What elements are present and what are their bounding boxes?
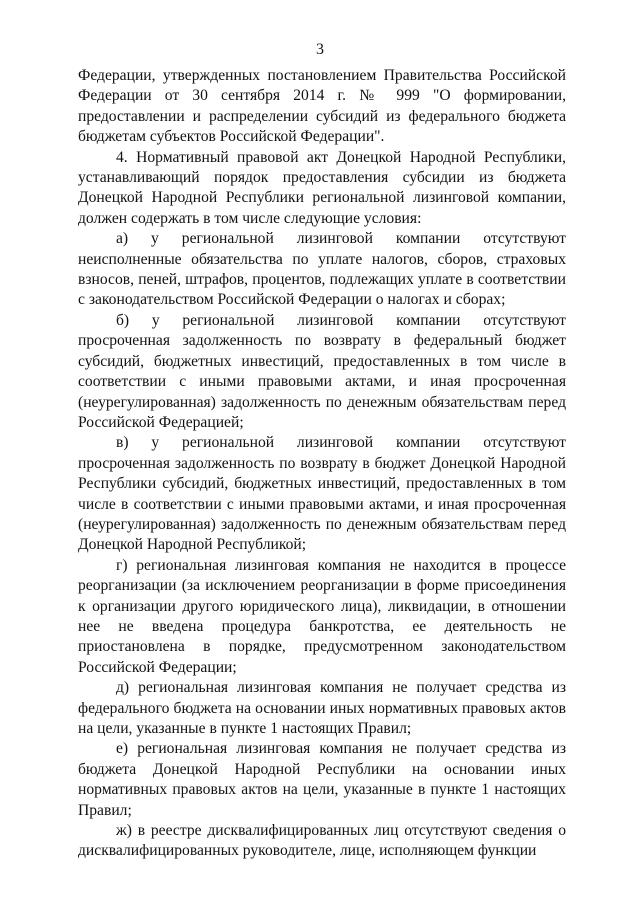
paragraph-subitem-d: д) региональная лизинговая компания не получает средства из федерального бюджета на основании иных нормативных правовых актов на цели, указанные в пункте 1 настоящих Правил; bbox=[78, 679, 566, 737]
paragraph-subitem-g: г) региональная лизинговая компания не находится в процессе реорганизации (за исключением реорганизации в форме присоединения к организации другого юридического лица), ликвидации, в отношении нее не введена процедура банкротства, ее деятельность не приостановлена в порядке, предусмотренном законодательством Российской Федерации; bbox=[78, 556, 566, 676]
paragraph-subitem-a: а) у региональной лизинговой компании отсутствуют неисполненные обязательства по уплате налогов, сборов, страховых взносов, пеней, штрафов, процентов, подлежащих уплате в соответствии с законодательством Российской Федерации о налогах и сборах; bbox=[78, 230, 566, 309]
paragraph-subitem-zh: ж) в реестре дисквалифицированных лиц отсутствуют сведения о дисквалифицированных руководителе, лице, исполняющем функции bbox=[78, 822, 566, 860]
paragraph-item-4: 4. Нормативный правовой акт Донецкой Народной Республики, устанавливающий порядок предоставления субсидии из бюджета Донецкой Народной Республики региональной лизинговой компании, должен содержать в том числе следующие условия: bbox=[78, 148, 566, 227]
paragraph-continuation: Федерации, утвержденных постановлением Правительства Российской Федерации от 30 сентября 2014 г. № 999 "О формировании, предоставлении и распределении субсидий из федерального бюджета бюджетам субъектов Российской Федерации". bbox=[78, 67, 566, 146]
document-body bbox=[78, 66, 566, 862]
paragraph-subitem-e: е) региональная лизинговая компания не получает средства из бюджета Донецкой Народной Республики на основании иных нормативных правовых актов на цели, указанные в пункте 1 настоящих Правил; bbox=[78, 740, 566, 819]
page-number: 3 bbox=[316, 41, 324, 58]
paragraph-subitem-v: в) у региональной лизинговой компании отсутствуют просроченная задолженность по возврату в бюджет Донецкой Народной Республики субсидий, бюджетных инвестиций, предоставленных в том числе в соответствии с иными правовыми актами, и иная просроченная (неурегулированная) задолженность по денежным обязательствам перед Донецкой Народной Республикой; bbox=[78, 434, 566, 554]
paragraph-subitem-b: б) у региональной лизинговой компании отсутствуют просроченная задолженность по возврату в федеральный бюджет субсидий, бюджетных инвестиций, предоставленных в том числе в соответствии с иными правовыми актами, и иная просроченная (неурегулированная) задолженность по денежным обязательствам перед Российской Федерацией; bbox=[78, 311, 566, 431]
